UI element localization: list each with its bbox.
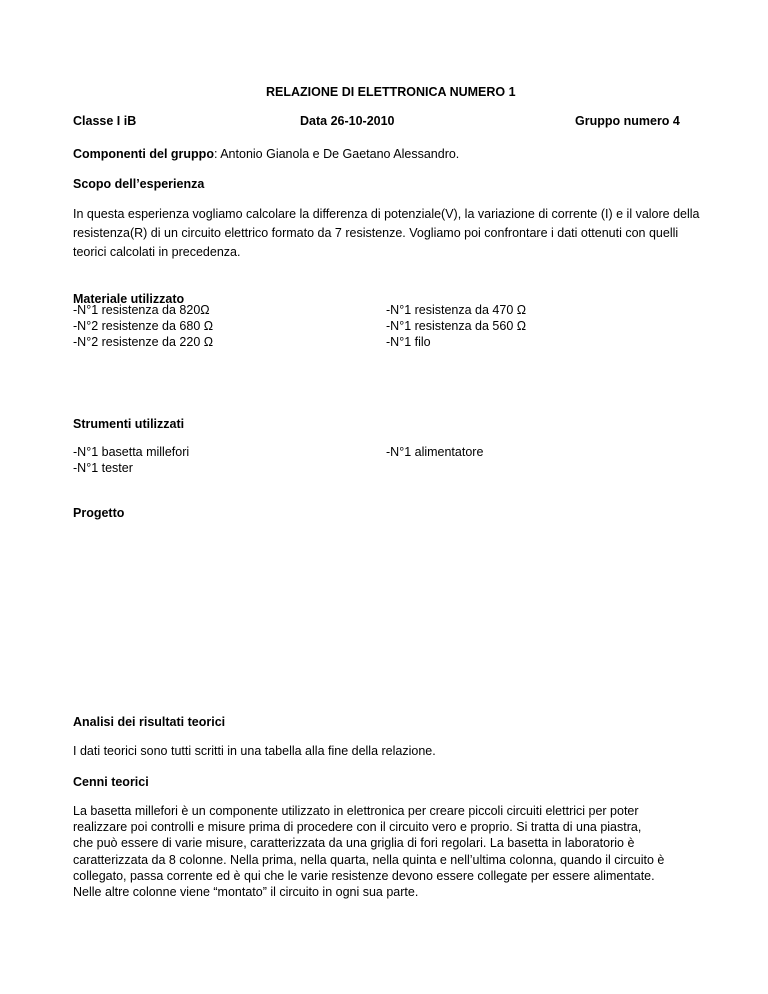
materiale-list-right bbox=[386, 302, 526, 350]
cenni-line: realizzare poi controlli e misure prima di procedere con il circuito vero e proprio. Si tratta di una piastra, bbox=[73, 820, 642, 835]
cenni-heading: Cenni teorici bbox=[73, 775, 149, 789]
document-title: RELAZIONE DI ELETTRONICA NUMERO 1 bbox=[266, 85, 516, 99]
componenti-line bbox=[73, 147, 459, 161]
materiale-item: -N°1 resistenza da 820Ω bbox=[73, 303, 210, 317]
materiale-item: -N°1 resistenza da 560 Ω bbox=[386, 319, 527, 333]
strumenti-item: -N°1 tester bbox=[73, 461, 133, 475]
cenni-line: caratterizzata da 8 colonne. Nella prima, nella quarta, nella quinta e nell’ultima colonna, quando il circuito è bbox=[73, 852, 665, 867]
scopo-heading: Scopo dell’esperienza bbox=[73, 177, 205, 191]
componenti-text: : Antonio Gianola e De Gaetano Alessandro. bbox=[213, 147, 460, 161]
classe-label: Classe I iB bbox=[73, 114, 137, 128]
scopo-paragraph: In questa esperienza vogliamo calcolare la differenza di potenziale(V), la variazione di corrente (I) e il valore della resistenza(R) di un circuito elettrico formato da 7 resistenze. Vogliamo poi confrontare i dati ottenuti con quelli teorici calcolati in precedenza. bbox=[73, 207, 700, 259]
materiale-item: -N°1 filo bbox=[386, 335, 431, 349]
cenni-paragraph bbox=[73, 803, 664, 900]
progetto-heading: Progetto bbox=[73, 506, 125, 520]
analisi-text: I dati teorici sono tutti scritti in una tabella alla fine della relazione. bbox=[73, 744, 436, 758]
cenni-line: collegato, passa corrente ed è qui che le varie resistenze devono essere collegate per essere alimentate. bbox=[73, 868, 655, 883]
strumenti-heading: Strumenti utilizzati bbox=[73, 417, 185, 431]
gruppo-label: Gruppo numero 4 bbox=[575, 114, 680, 128]
materiale-list-left bbox=[73, 302, 213, 350]
cenni-line: che può essere di varie misure, caratterizzata da una griglia di fori regolari. La basetta in laboratorio è bbox=[73, 836, 635, 851]
data-label: Data 26-10-2010 bbox=[300, 114, 395, 128]
cenni-line: La basetta millefori è un componente utilizzato in elettronica per creare piccoli circuiti elettrici per poter bbox=[73, 804, 639, 818]
materiale-item: -N°2 resistenze da 680 Ω bbox=[73, 319, 214, 333]
materiale-item: -N°1 resistenza da 470 Ω bbox=[386, 303, 527, 317]
strumenti-item: -N°1 basetta millefori bbox=[73, 445, 190, 459]
materiale-item: -N°2 resistenze da 220 Ω bbox=[73, 335, 214, 349]
cenni-line: Nelle altre colonne viene “montato” il circuito in ogni sua parte. bbox=[73, 885, 419, 900]
componenti-label: Componenti del gruppo bbox=[73, 147, 214, 161]
strumenti-item: -N°1 alimentatore bbox=[386, 445, 484, 459]
analisi-heading: Analisi dei risultati teorici bbox=[73, 715, 226, 729]
strumenti-list-left bbox=[73, 444, 189, 476]
strumenti-list-right bbox=[386, 444, 483, 460]
materiale-heading: Materiale utilizzato bbox=[73, 292, 185, 306]
